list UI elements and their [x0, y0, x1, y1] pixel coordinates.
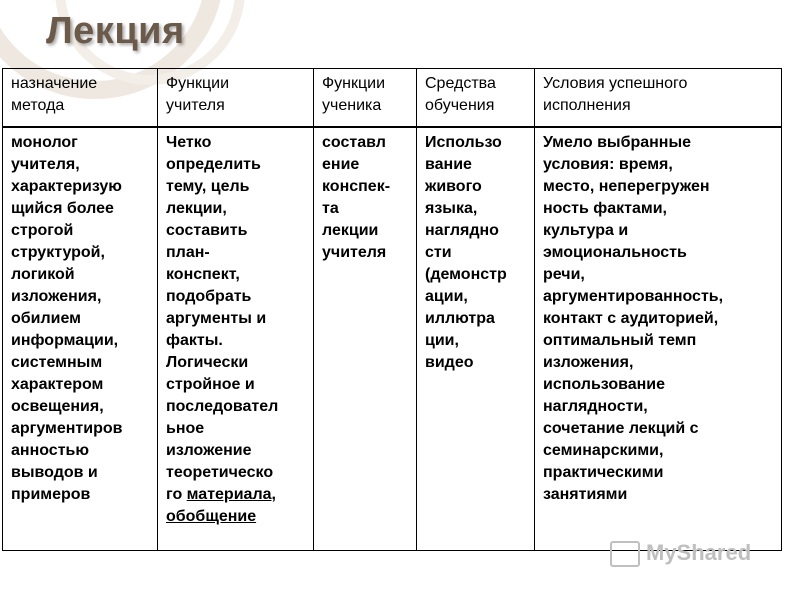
watermark-text: MyShared: [646, 540, 752, 565]
header-cell: [535, 69, 782, 128]
table-cell: [158, 127, 314, 551]
success-conditions-text: Умело выбранные условия: время, место, неперегружен ность фактами, культура и эмоциональность речи, аргументированность, контакт с аудиторией, оптимальный темп изложения, использование наглядности, сочетание лекций с семинарскими, практическими занятиями: [543, 134, 724, 503]
table-cell: [535, 127, 782, 551]
header-cell: [417, 69, 535, 128]
lecture-table: [2, 68, 782, 551]
teacher-functions-text: Четко определить тему, цель лекции, составить план- конспект, подобрать аргументы и факты. Логически стройное и последовател ьное изложение теоретическо го: [166, 134, 279, 503]
header-text: назначение метода: [11, 75, 98, 114]
header-text: Условия успешного исполнения: [543, 75, 688, 114]
watermark: [610, 540, 751, 567]
table-cell: [3, 127, 158, 551]
table-header-row: [3, 69, 782, 128]
method-purpose-text: монолог учителя, характеризую щийся более строгой структурой, логикой изложения, обилием информации, системным характером освещения, аргументиров анностью выводов и примеров: [11, 134, 123, 503]
table-row: [3, 127, 782, 551]
header-cell: [158, 69, 314, 128]
header-cell: [3, 69, 158, 128]
table-cell: [314, 127, 417, 551]
header-text: Функции ученика: [322, 75, 386, 114]
presentation-icon: [610, 541, 640, 567]
table-cell: [417, 127, 535, 551]
teaching-tools-text: Использо вание живого языка, наглядно сти (демонстр ации, иллютра ции, видео: [425, 134, 507, 371]
teacher-functions-underlined-text: материала, обобщение: [166, 486, 276, 525]
header-text: Средства обучения: [425, 75, 496, 114]
student-functions-text: составл ение конспек- та лекции учителя: [322, 134, 391, 261]
header-text: Функции учителя: [166, 75, 230, 114]
page-title: Лекция: [46, 10, 185, 52]
header-cell: [314, 69, 417, 128]
